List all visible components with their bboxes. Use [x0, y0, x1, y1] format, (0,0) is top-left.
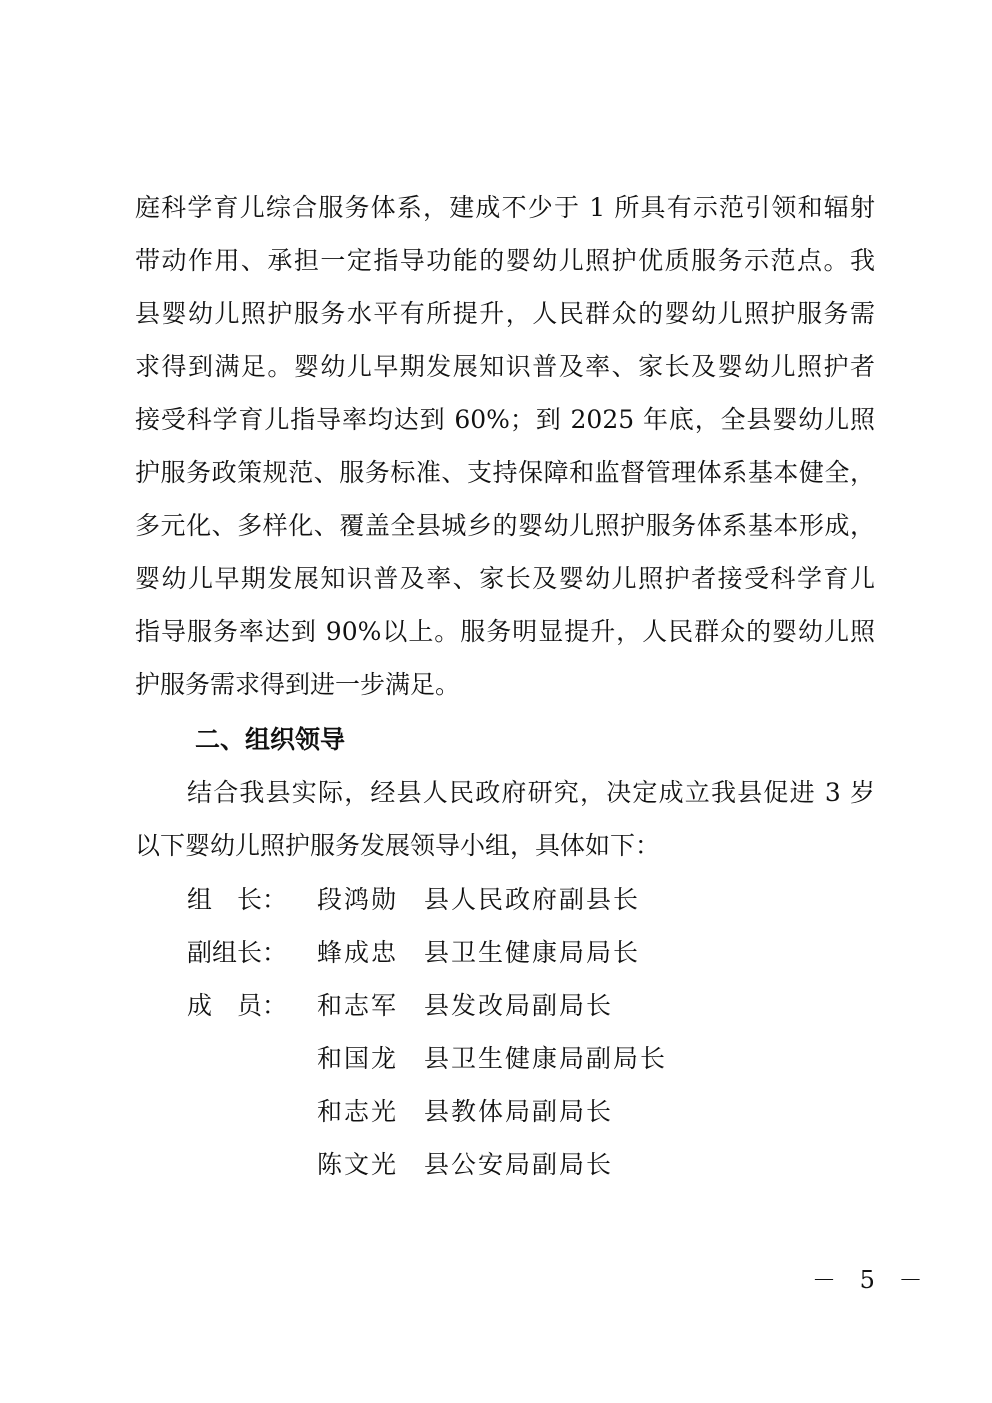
member-title: 县人民政府副县长	[424, 885, 641, 914]
paragraph-line: 县婴幼儿照护服务水平有所提升，人民群众的婴幼儿照护服务需	[135, 299, 875, 328]
member-name: 和志光	[317, 1097, 399, 1126]
paragraph-line: 以下婴幼儿照护服务发展领导小组，具体如下：	[135, 831, 661, 860]
paragraph-line: 求得到满足。婴幼儿早期发展知识普及率、家长及婴幼儿照护者	[135, 352, 875, 381]
paragraph-line: 护服务政策规范、服务标准、支持保障和监督管理体系基本健全，	[135, 458, 875, 487]
member-role: 组 长：	[187, 885, 288, 914]
paragraph-line: 护服务需求得到进一步满足。	[135, 670, 461, 699]
member-name: 和国龙	[317, 1044, 399, 1073]
member-name: 段鸿勋	[317, 885, 399, 914]
paragraph-line: 带动作用、承担一定指导功能的婴幼儿照护优质服务示范点。我	[135, 246, 875, 275]
member-title: 县教体局副局长	[424, 1097, 614, 1126]
paragraph-line: 多元化、多样化、覆盖全县城乡的婴幼儿照护服务体系基本形成，	[135, 511, 875, 540]
member-title: 县卫生健康局副局长	[424, 1044, 668, 1073]
paragraph-line: 结合我县实际，经县人民政府研究，决定成立我县促进 3 岁	[187, 778, 875, 807]
member-title: 县卫生健康局局长	[424, 938, 641, 967]
member-name: 和志军	[317, 991, 399, 1020]
page-number: － 5 －	[812, 1266, 931, 1294]
member-title: 县发改局副局长	[424, 991, 614, 1020]
paragraph-line: 指导服务率达到 90%以上。服务明显提升，人民群众的婴幼儿照	[135, 617, 875, 646]
paragraph-line: 接受科学育儿指导率均达到 60%；到 2025 年底，全县婴幼儿照	[135, 405, 875, 434]
paragraph-line: 婴幼儿早期发展知识普及率、家长及婴幼儿照护者接受科学育儿	[135, 564, 875, 593]
member-title: 县公安局副局长	[424, 1150, 614, 1179]
member-role: 成 员：	[187, 991, 288, 1020]
paragraph-line: 庭科学育儿综合服务体系，建成不少于 1 所具有示范引领和辐射	[135, 193, 875, 222]
member-name: 蜂成忠	[317, 938, 399, 967]
section-heading: 二、组织领导	[195, 725, 346, 754]
member-role: 副组长：	[187, 938, 288, 967]
member-name: 陈文光	[317, 1150, 399, 1179]
